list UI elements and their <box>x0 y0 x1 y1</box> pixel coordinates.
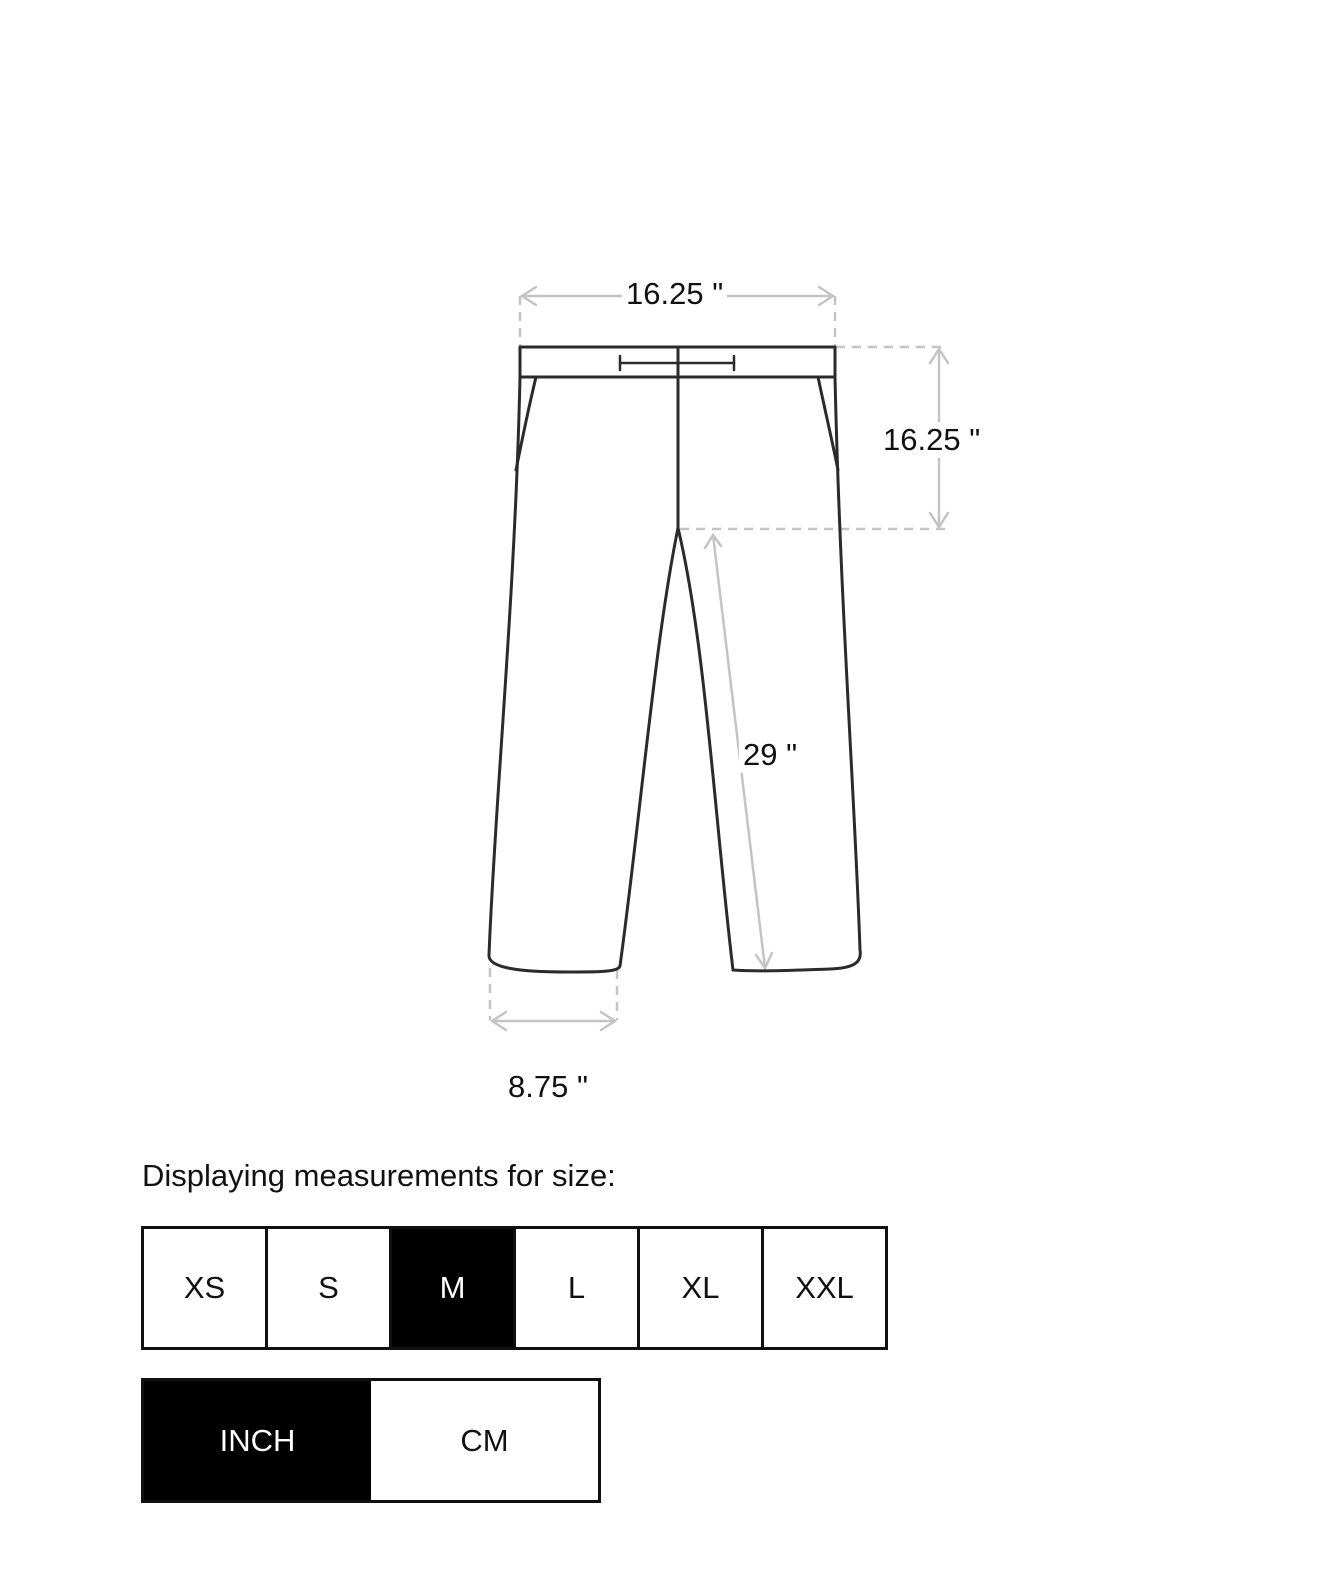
size-selector-caption: Displaying measurements for size: <box>142 1158 616 1193</box>
right-leg-outer <box>733 377 860 971</box>
unit-button-cm[interactable]: CM <box>371 1381 598 1500</box>
right-leg-inner <box>678 528 733 970</box>
unit-selector <box>141 1378 601 1503</box>
waist-measurement: 16.25 " <box>622 276 727 312</box>
size-selector <box>141 1226 888 1350</box>
rise-measurement: 16.25 " <box>879 422 984 458</box>
size-button-xxl[interactable]: XXL <box>764 1229 885 1347</box>
size-button-l[interactable]: L <box>516 1229 640 1347</box>
size-button-m[interactable]: M <box>392 1229 516 1347</box>
leg-opening-measurement: 8.75 " <box>504 1069 592 1105</box>
left-leg-outer <box>489 377 620 972</box>
measurement-arrows <box>492 287 948 1030</box>
inseam-measurement: 29 " <box>739 737 801 773</box>
unit-button-inch[interactable]: INCH <box>144 1381 371 1500</box>
size-button-s[interactable]: S <box>268 1229 392 1347</box>
size-button-xs[interactable]: XS <box>144 1229 268 1347</box>
size-button-xl[interactable]: XL <box>640 1229 764 1347</box>
pants-outline <box>489 347 860 972</box>
guide-lines <box>490 296 945 1020</box>
left-leg-inner <box>620 528 678 966</box>
